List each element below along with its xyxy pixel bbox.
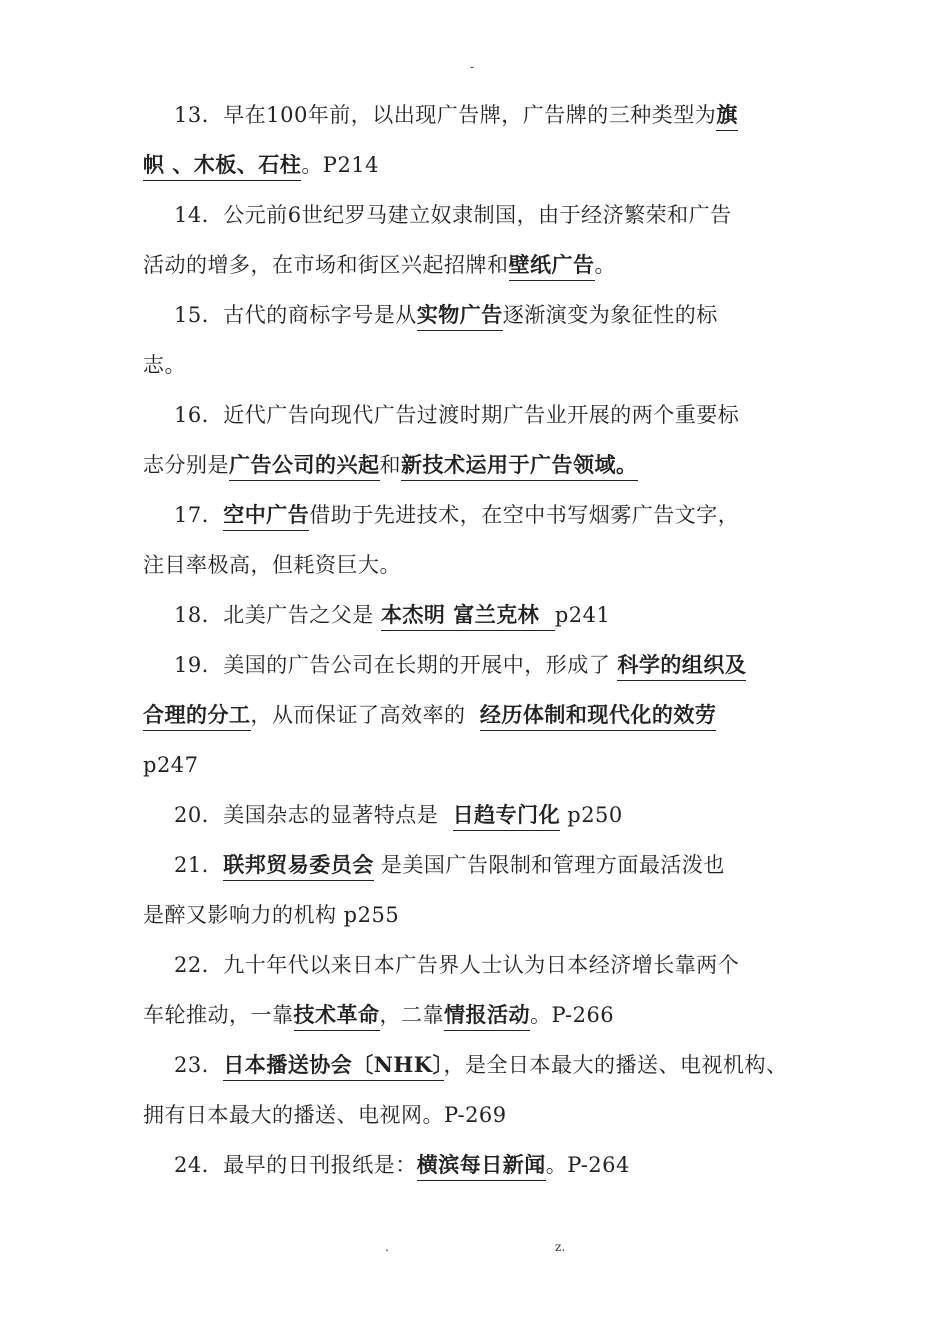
text: 23． [174,1053,224,1077]
question-19 [174,650,746,680]
text: 借助于先进技术，在空中书写烟雾广告文字， [309,503,740,527]
text: p241 [554,603,611,627]
answer-blank: 科学的组织及 [617,652,746,681]
text: 14．公元前6世纪罗马建立奴隶制国，由于经济繁荣和广告 [174,203,732,227]
text: 22．九十年代以来日本广告界人士认为日本经济增长靠两个 [174,953,740,977]
question-23-cont [143,1100,507,1130]
answer-blank: 合理的分工 [143,702,251,731]
question-17-cont [143,550,401,580]
answer-blank: 本杰明 富兰克林 [381,602,555,631]
answer-blank: 联邦贸易委员会 [223,852,374,881]
text: 21． [174,853,224,877]
text: 车轮推动，一靠 [143,1003,294,1027]
text: ，二靠 [379,1003,444,1027]
answer-blank: 情报活动 [444,1002,530,1031]
text: 20．美国杂志的显著特点是 [174,803,453,827]
answer-blank: 新技术运用于广告领域。 [401,452,638,481]
text: 15．古代的商标字号是从 [174,303,417,327]
question-24 [174,1150,630,1180]
question-22-cont [143,1000,614,1030]
question-19-page [143,750,199,780]
question-16 [174,400,739,430]
question-18 [174,600,610,630]
answer-blank: 帜 、木板、石柱 [143,152,301,181]
answer-blank: 空中广告 [223,502,309,531]
text: 是美国广告限制和管理方面最活泼也 [373,853,725,877]
text: 16．近代广告向现代广告过渡时期广告业开展的两个重要标 [174,403,740,427]
text: 18．北美广告之父是 [174,603,381,627]
text: 志分别是 [143,453,229,477]
text: 和 [379,453,401,477]
answer-blank: 经历体制和现代化的效劳 [480,702,717,731]
text: p247 [143,753,199,777]
question-23 [174,1050,788,1080]
question-15-cont [143,350,186,380]
question-14 [174,200,732,230]
text: 注目率极高，但耗资巨大。 [143,553,401,577]
question-16-cont [143,450,638,480]
answer-blank: 旗 [716,102,738,131]
text: 13．早在100年前，以出现广告牌，广告牌的三种类型为 [174,103,717,127]
header-mark: - [470,60,475,74]
footer-left-mark: . [385,1240,389,1254]
question-17 [174,500,739,530]
question-22 [174,950,739,980]
text: 活动的增多，在市场和街区兴起招牌和 [143,253,509,277]
question-21 [174,850,725,880]
question-20 [174,800,623,830]
text: 拥有日本最大的播送、电视网。P-269 [143,1103,507,1127]
question-14-cont [143,250,616,280]
question-21-cont [143,900,399,930]
question-15 [174,300,718,330]
text: 17． [174,503,224,527]
answer-blank: 日趋专门化 [453,802,561,831]
question-19-cont [143,700,716,730]
text: 是醉又影响力的机构 p255 [143,903,400,927]
text: 逐渐演变为象征性的标 [502,303,718,327]
footer-right-mark: z. [555,1240,566,1254]
answer-blank: 壁纸广告 [509,252,595,281]
text: ，从而保证了高效率的 [250,703,480,727]
question-13 [174,100,738,130]
text: ，是全日本最大的播送、电视机构、 [443,1053,788,1077]
answer-blank: 日本播送协会〔NHK〕 [223,1052,443,1081]
answer-blank: 广告公司的兴起 [229,452,380,481]
answer-blank: 实物广告 [417,302,503,331]
text: 志。 [143,353,186,377]
question-13-cont [143,150,379,180]
text: 。P214 [301,153,380,177]
text: 24．最早的日刊报纸是： [174,1153,417,1177]
text: 。 [594,253,616,277]
text: 。P-264 [545,1153,630,1177]
answer-blank: 横滨每日新闻 [417,1152,546,1181]
text: 19．美国的广告公司在长期的开展中，形成了 [174,653,618,677]
text: p250 [560,803,623,827]
text: 。P-266 [530,1003,615,1027]
answer-blank: 技术革命 [294,1002,380,1031]
